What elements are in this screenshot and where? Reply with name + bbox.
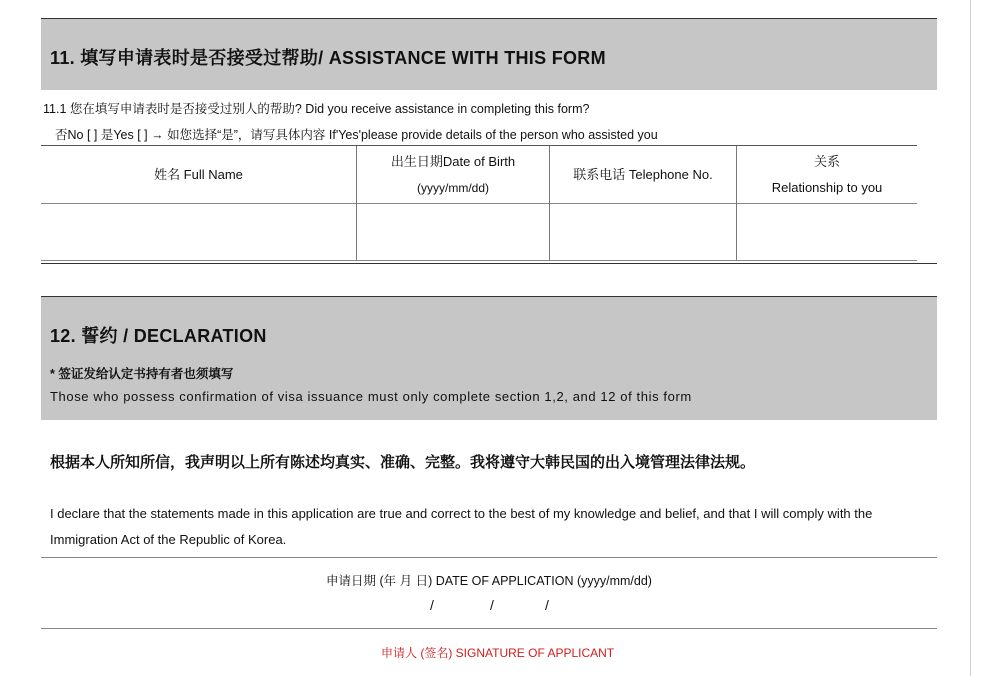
date-slash-2[interactable]: /: [490, 597, 494, 613]
declaration-en-line-1: I declare that the statements made in this application are true and correct to the best of my knowledge and belief, and that I will comply with the: [50, 506, 873, 521]
col-header-dob-label: 出生日期Date of Birth: [390, 153, 516, 169]
section-11-bottom-border: [41, 263, 937, 264]
date-slash-1[interactable]: /: [430, 597, 434, 613]
date-top-border: [41, 557, 937, 558]
input-relationship[interactable]: [738, 204, 916, 259]
col-header-telephone-label: 联系电话 Telephone No.: [573, 166, 713, 182]
section-12-note-en: Those who possess confirmation of visa issuance must only complete section 1,2, and 12 of this form: [50, 389, 692, 404]
vertical-scrollbar[interactable]: [970, 0, 987, 676]
assistance-question: 11.1 您在填写申请表时是否接受过别人的帮助? Did you receive assistance in completing this form?: [43, 102, 590, 116]
signature-of-applicant-label[interactable]: 申请人 (签名) SIGNATURE OF APPLICANT: [381, 646, 615, 660]
input-full-name[interactable]: [42, 204, 355, 259]
col-header-relationship-en: Relationship to you: [771, 179, 883, 195]
date-of-application-label: 申请日期 (年 月 日) DATE OF APPLICATION (yyyy/mm/dd): [326, 574, 652, 588]
col-header-dob-format: (yyyy/mm/dd): [417, 180, 489, 195]
col-header-date-of-birth: [357, 146, 549, 203]
section-12-note-cn: * 签证发给认定书持有者也须填写: [50, 367, 234, 381]
section-12-title: 12. 誓约 / DECLARATION: [50, 326, 267, 346]
section-11-title: 11. 填写申请表时是否接受过帮助/ ASSISTANCE WITH THIS FORM: [50, 48, 606, 68]
input-telephone[interactable]: [551, 204, 735, 259]
col-header-relationship: [737, 146, 917, 203]
assistance-options[interactable]: 否No [ ] 是Yes [ ] → 如您选择“是”，请写具体内容 If'Yes'please provide details of the person who assisted you: [55, 128, 658, 142]
declaration-cn: 根据本人所知所信，我声明以上所有陈述均真实、准确、完整。我将遵守大韩民国的出入境管理法律法规。: [50, 454, 756, 471]
input-date-of-birth[interactable]: [358, 204, 548, 259]
table-bottom-border: [41, 260, 917, 261]
col-header-relationship-cn: 关系: [813, 153, 840, 169]
signature-top-border: [41, 628, 937, 629]
date-slash-3[interactable]: /: [545, 597, 549, 613]
col-header-full-name: [41, 146, 356, 203]
col-header-telephone: [550, 146, 736, 203]
col-header-full-name-label: 姓名 Full Name: [154, 166, 243, 182]
declaration-en-line-2: Immigration Act of the Republic of Korea.: [50, 532, 287, 547]
